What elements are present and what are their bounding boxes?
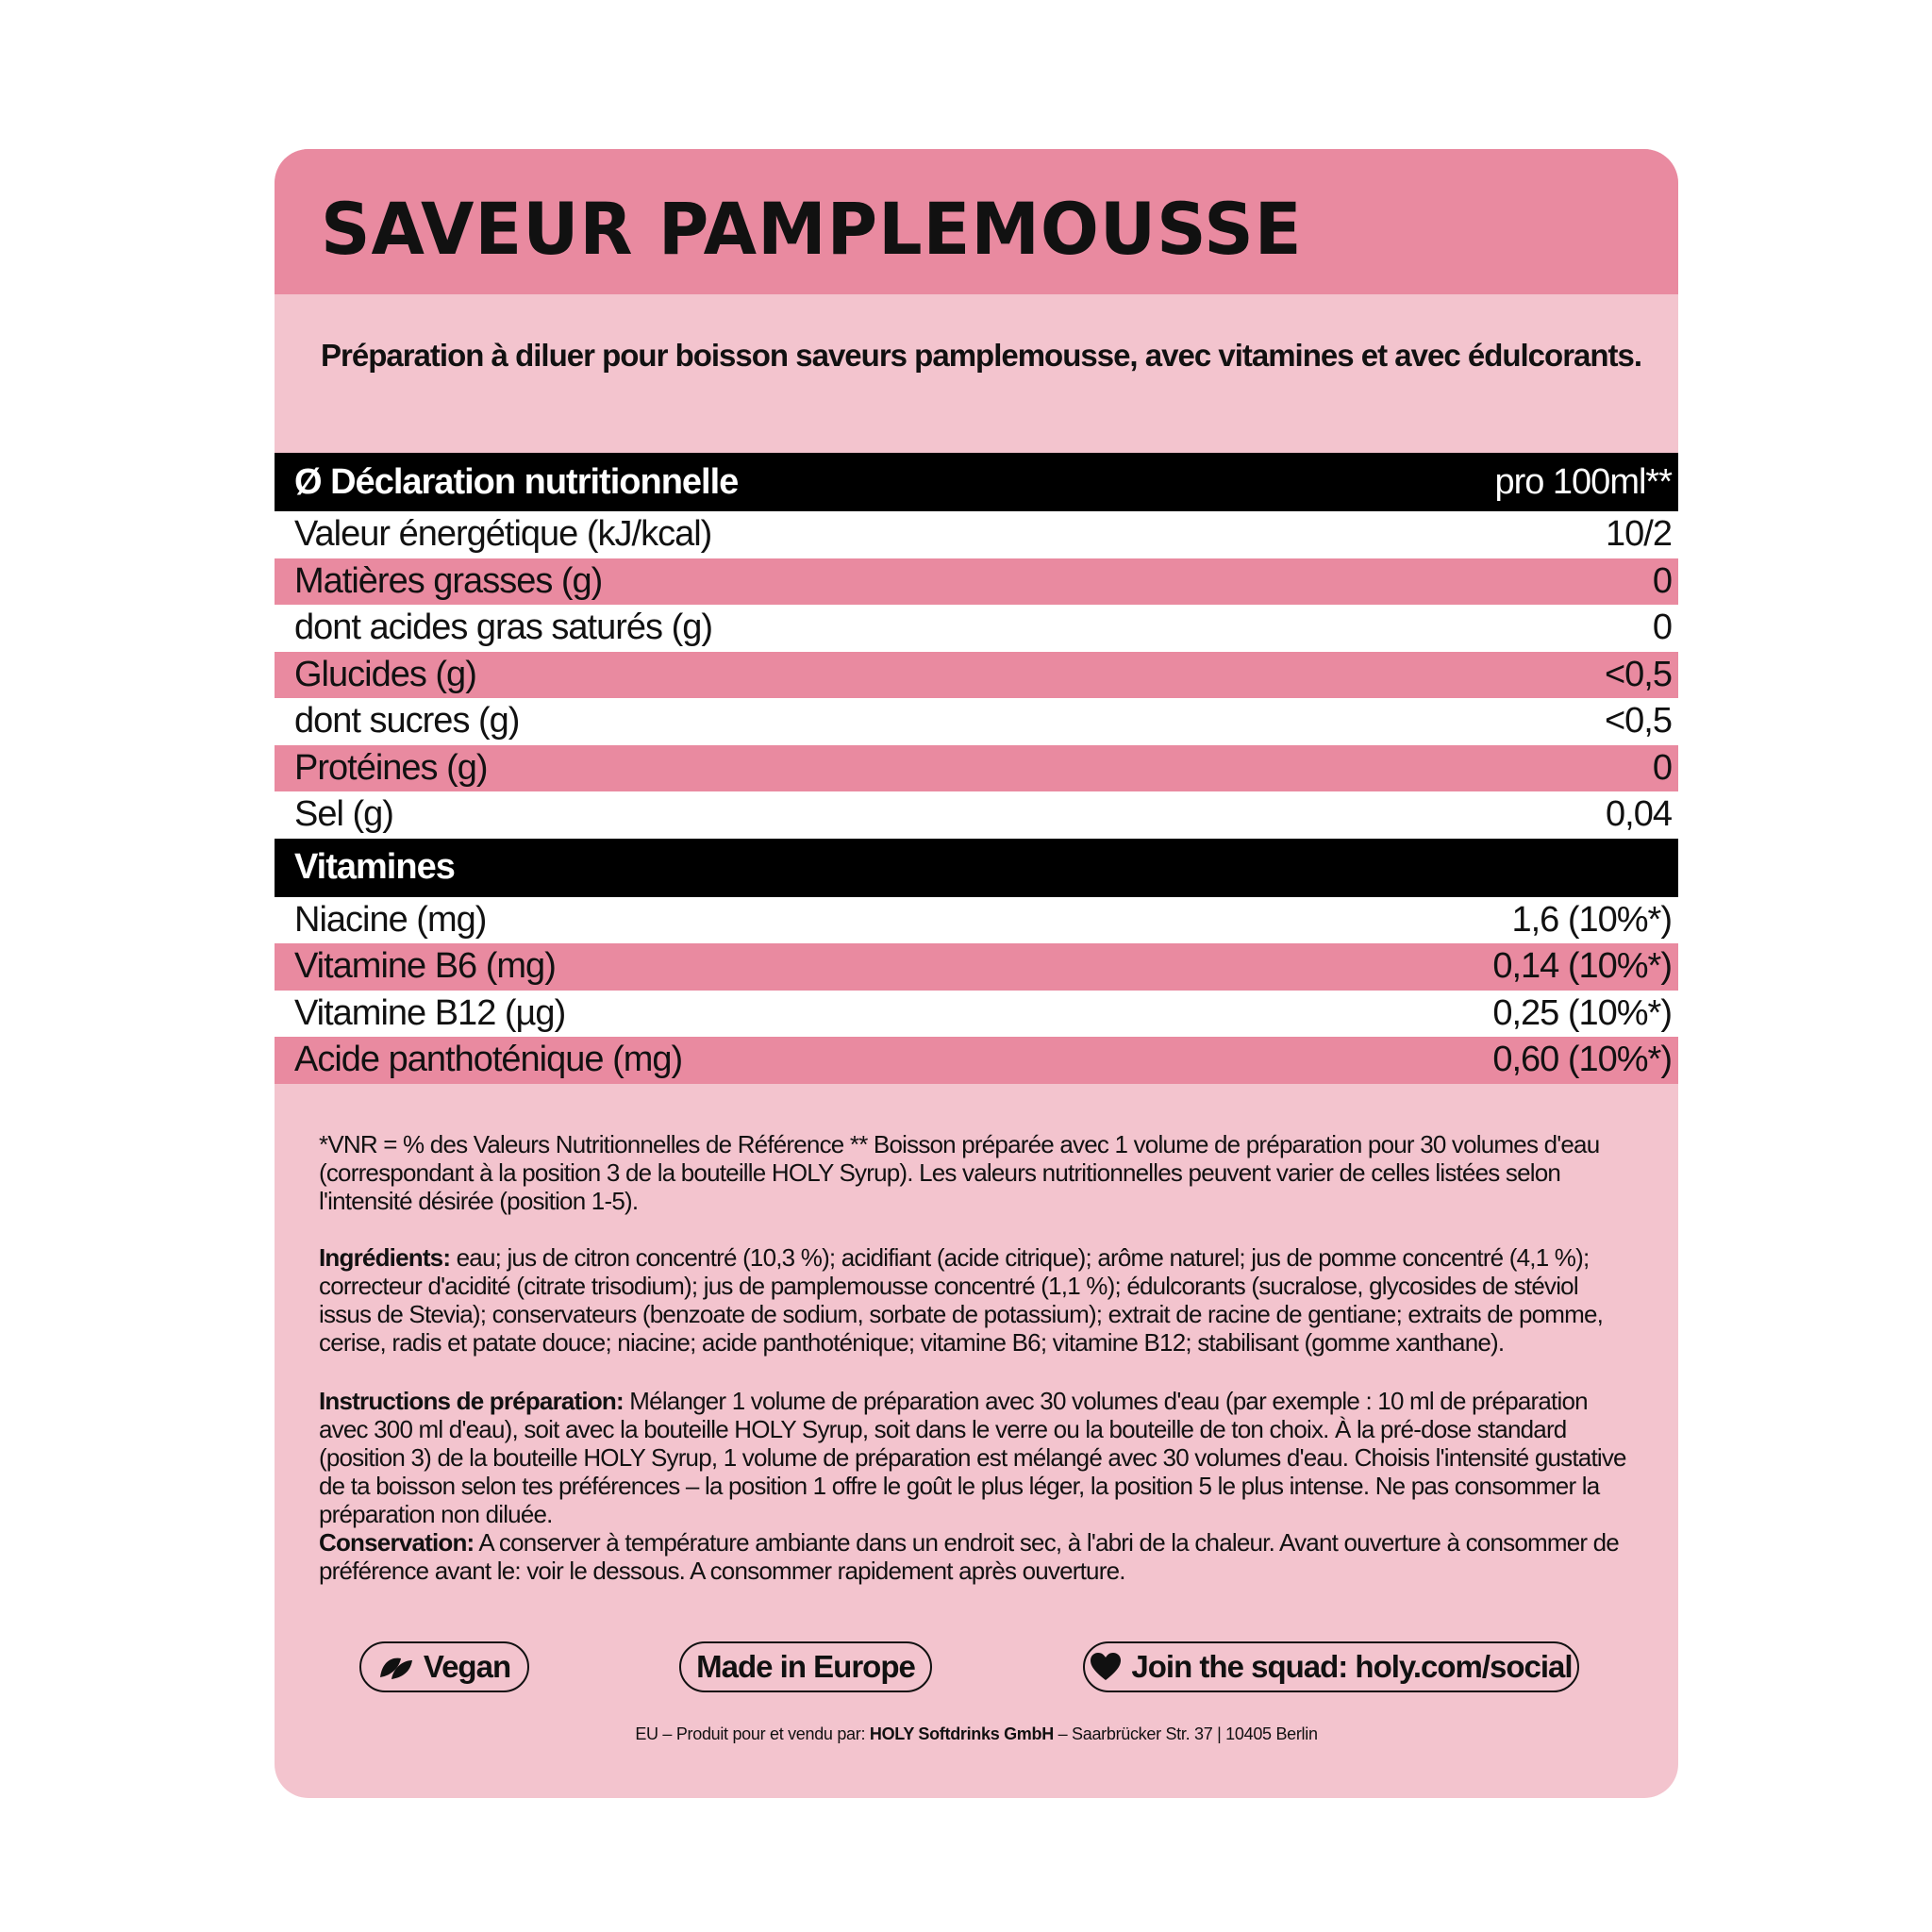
row-label: Matières grasses (g) bbox=[294, 560, 603, 601]
table-row bbox=[275, 605, 1678, 652]
made-in-europe-label: Made in Europe bbox=[696, 1649, 915, 1684]
footer-prefix: EU – Produit pour et vendu par: bbox=[635, 1724, 870, 1743]
product-title: SAVEUR PAMPLEMOUSSE bbox=[321, 187, 1303, 271]
nutrition-header bbox=[275, 453, 1678, 511]
vegan-badge bbox=[359, 1641, 529, 1692]
table-row bbox=[275, 652, 1678, 699]
row-label: Protéines (g) bbox=[294, 747, 488, 788]
instructions-text: Mélanger 1 volume de préparation avec 30 volumes d'eau (par exemple : 10 ml de préparation avec 300 ml d'eau), soit avec la bouteille HOLY Syrup, soit dans le verre ou la bouteille de ton choix. À la pré-dose standard (position 3) de la bouteille HOLY Syrup, 1 volume de préparation est mélangé avec 30 volumes d'eau. Choisis l'intensité gustative de ta boisson selon tes préférences – la position 1 offre le goût le plus léger, la position 5 le plus intense. Ne pas consommer la préparation non diluée. bbox=[319, 1387, 1626, 1528]
table-row bbox=[275, 991, 1678, 1038]
nutrition-label-card bbox=[275, 149, 1678, 1798]
title-band bbox=[275, 149, 1678, 294]
row-value: <0,5 bbox=[1604, 654, 1672, 694]
table-row bbox=[275, 1037, 1678, 1084]
conservation-text: A conserver à température ambiante dans un endroit sec, à l'abri de la chaleur. Avant ouverture à consommer de préférence avant le: voir le dessous. A consommer rapidement après ouverture. bbox=[319, 1528, 1619, 1585]
ingredients-paragraph bbox=[319, 1243, 1636, 1357]
vnr-note: *VNR = % des Valeurs Nutritionnelles de Référence ** Boisson préparée avec 1 volume de préparation pour 30 volumes d'eau (correspondant à la position 3 de la bouteille HOLY Syrup). Les valeurs nutritionnelles peuvent varier de celles listées selon l'intensité désirée (position 1-5). bbox=[319, 1130, 1600, 1215]
nutrition-header-label: Ø Déclaration nutritionnelle bbox=[294, 461, 739, 502]
vitamins-header-label: Vitamines bbox=[294, 847, 455, 887]
row-label: Vitamine B6 (mg) bbox=[294, 946, 556, 987]
leaf-icon bbox=[378, 1653, 414, 1681]
row-label: Vitamine B12 (µg) bbox=[294, 992, 566, 1033]
nutrition-table bbox=[275, 453, 1678, 1084]
row-value: 0 bbox=[1652, 608, 1672, 648]
row-label: Sel (g) bbox=[294, 794, 393, 835]
badges-row bbox=[275, 1641, 1678, 1696]
row-label: dont sucres (g) bbox=[294, 701, 520, 741]
row-value: <0,5 bbox=[1604, 701, 1672, 741]
ingredients-label: Ingrédients: bbox=[319, 1243, 451, 1272]
footer-company: HOLY Softdrinks GmbH bbox=[869, 1724, 1054, 1743]
footer-address bbox=[275, 1724, 1678, 1744]
social-badge bbox=[1083, 1641, 1579, 1692]
table-row bbox=[275, 943, 1678, 991]
table-row bbox=[275, 558, 1678, 606]
row-label: Glucides (g) bbox=[294, 654, 476, 694]
row-label: Valeur énergétique (kJ/kcal) bbox=[294, 514, 712, 555]
made-in-europe-badge bbox=[679, 1641, 932, 1692]
heart-icon bbox=[1090, 1653, 1122, 1681]
table-row bbox=[275, 745, 1678, 792]
row-value: 0,25 (10%*) bbox=[1492, 992, 1672, 1033]
social-label: Join the squad: holy.com/social bbox=[1131, 1649, 1573, 1684]
table-row bbox=[275, 791, 1678, 839]
ingredients-text: eau; jus de citron concentré (10,3 %); acidifiant (acide citrique); arôme naturel; jus de pomme concentré (4,1 %); correcteur d'acidité (citrate trisodium); jus de pamplemousse concentré (1,1 %); édulcorants (sucralose, glycosides de stéviol issus de Stevia); conservateurs (benzoate de sodium, sorbate de potassium); extrait de racine de gentiane; extraits de pomme, cerise, radis et patate douce; niacine; acide panthoténique; vitamine B6; vitamine B12; stabilisant (gomme xanthane). bbox=[319, 1243, 1604, 1357]
row-value: 0,60 (10%*) bbox=[1492, 1040, 1672, 1080]
row-value: 0 bbox=[1652, 747, 1672, 788]
row-label: Niacine (mg) bbox=[294, 899, 487, 940]
product-description: Préparation à diluer pour boisson saveurs pamplemousse, avec vitamines et avec édulcorants. bbox=[321, 338, 1642, 373]
table-row bbox=[275, 511, 1678, 558]
conservation-label: Conservation: bbox=[319, 1528, 475, 1557]
row-value: 0 bbox=[1652, 560, 1672, 601]
table-row bbox=[275, 897, 1678, 944]
nutrition-header-unit: pro 100ml** bbox=[1494, 461, 1672, 502]
vegan-label: Vegan bbox=[423, 1649, 511, 1684]
table-row bbox=[275, 698, 1678, 745]
instructions-label: Instructions de préparation: bbox=[319, 1387, 624, 1415]
row-label: Acide panthoténique (mg) bbox=[294, 1040, 683, 1080]
vitamins-header bbox=[275, 839, 1678, 897]
row-label: dont acides gras saturés (g) bbox=[294, 608, 713, 648]
row-value: 1,6 (10%*) bbox=[1511, 899, 1672, 940]
footer-address-text: – Saarbrücker Str. 37 | 10405 Berlin bbox=[1053, 1724, 1318, 1743]
row-value: 10/2 bbox=[1606, 514, 1672, 555]
instructions-paragraph bbox=[319, 1387, 1636, 1585]
row-value: 0,04 bbox=[1606, 794, 1672, 835]
row-value: 0,14 (10%*) bbox=[1492, 946, 1672, 987]
